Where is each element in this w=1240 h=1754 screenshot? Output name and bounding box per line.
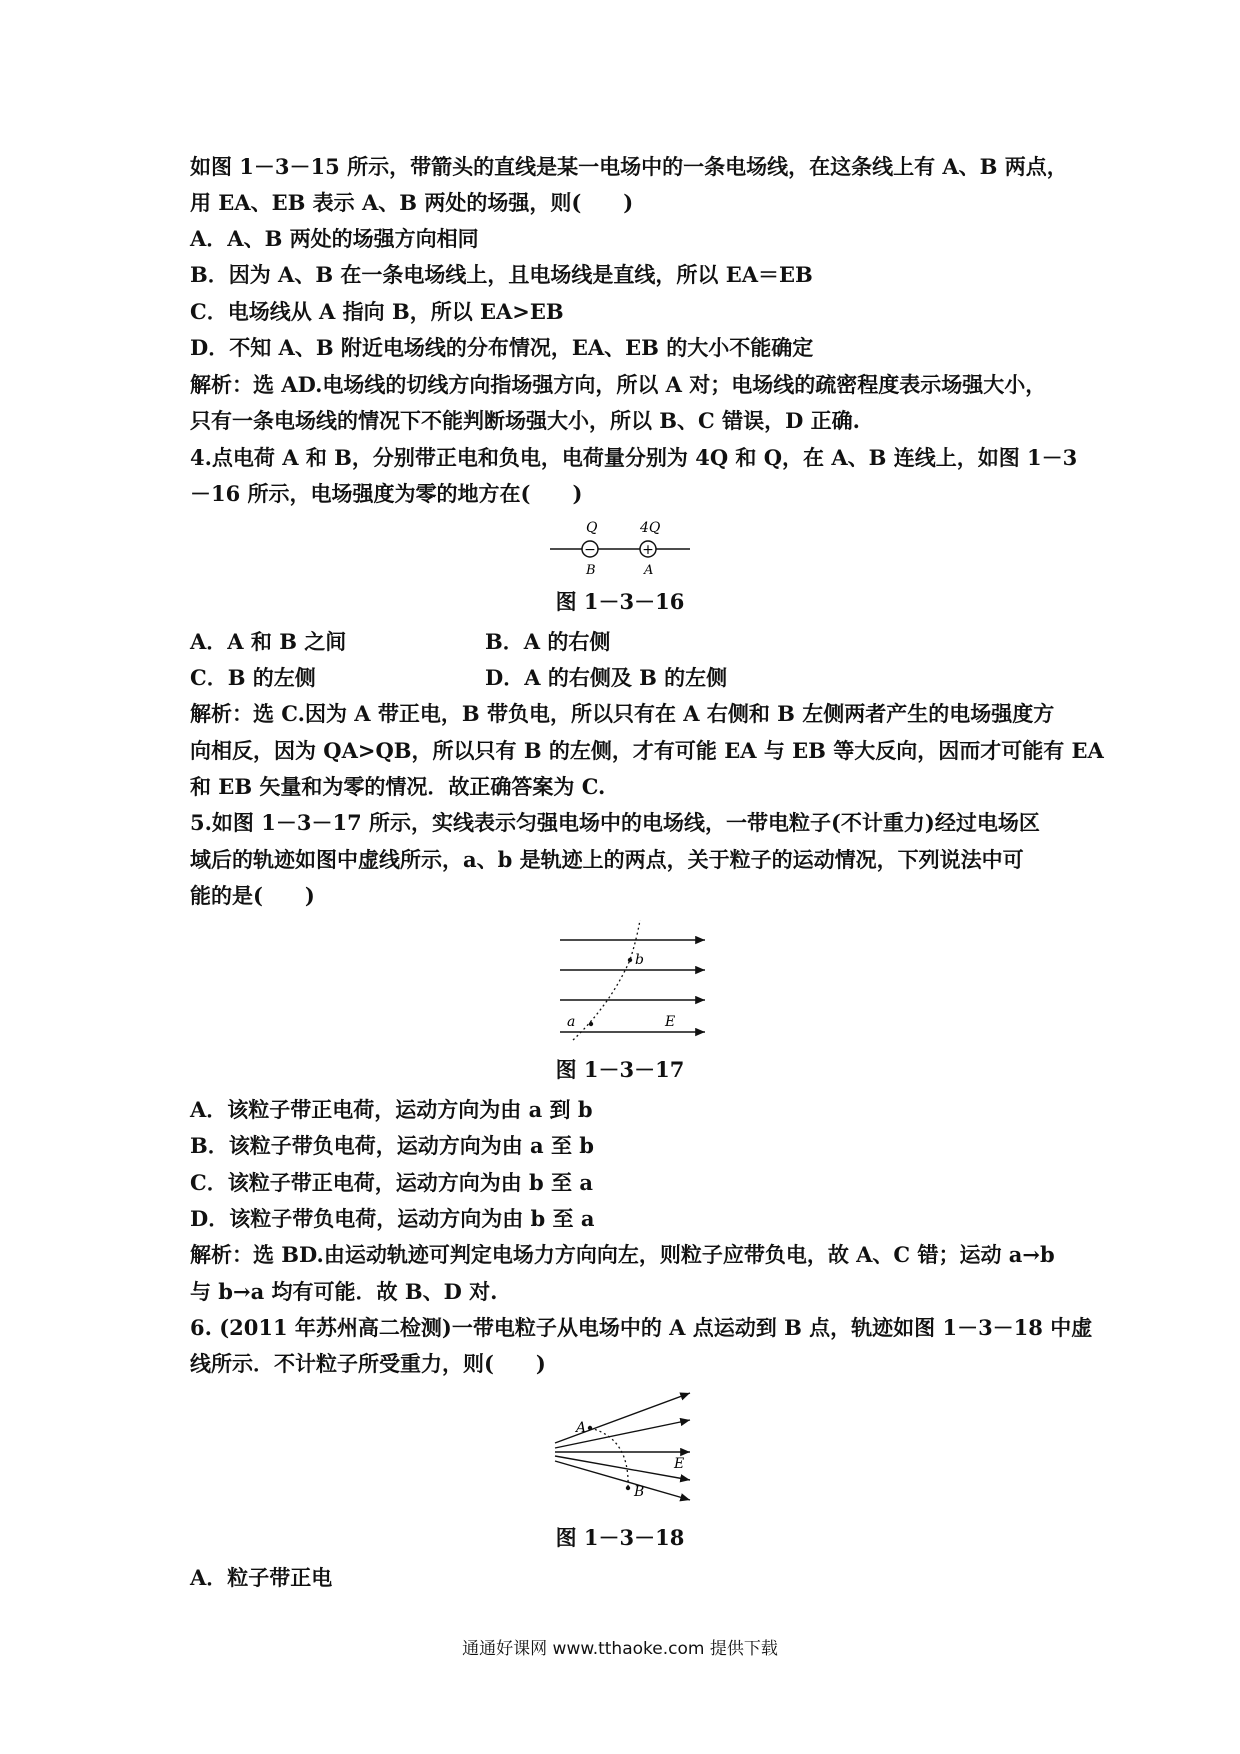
q5-option-c: C．该粒子带正电荷，运动方向为由 b 至 a (190, 1170, 593, 1195)
q5-stem-line-2: 域后的轨迹如图中虚线所示，a、b 是轨迹上的两点，关于粒子的运动情况，下列说法中可 (190, 847, 1024, 872)
fig18-label-e: E (674, 1456, 685, 1472)
fig18-trajectory (590, 1428, 628, 1488)
q4-option-a: A．A 和 B 之间 (190, 629, 347, 654)
q3-option-d: D．不知 A、B 附近电场线的分布情况，EA、EB 的大小不能确定 (190, 335, 814, 360)
q5-option-d: D．该粒子带负电荷，运动方向为由 b 至 a (190, 1206, 595, 1231)
fig17-point-b (628, 958, 632, 962)
fig17-point-a (589, 1022, 593, 1026)
q6-stem-line-1: 6. (2011 年苏州高二检测)一带电粒子从电场中的 A 点运动到 B 点，轨迹如图 1－3－18 中虚 (190, 1315, 1093, 1340)
q6-option-a: A．粒子带正电 (190, 1565, 333, 1590)
fig18-field-line-5 (555, 1461, 690, 1500)
page-footer: 通通好课网 www.tthaoke.com 提供下载 (462, 1639, 778, 1659)
q4-stem-line-2: －16 所示，电场强度为零的地方在( ) (190, 481, 583, 506)
q3-analysis-line-2: 只有一条电场线的情况下不能判断场强大小，所以 B、C 错误，D 正确. (190, 408, 860, 433)
q4-option-b: B．A 的右侧 (485, 629, 611, 654)
q6-stem-line-2: 线所示．不计粒子所受重力，则( ) (190, 1351, 546, 1376)
figure-1-3-16-caption: 图 1－3－16 (555, 589, 685, 614)
fig16-label-b: B (586, 563, 596, 578)
q5-analysis-line-1: 解析：选 BD.由运动轨迹可判定电场力方向向左，则粒子应带负电，故 A、C 错；运动 a→b (190, 1242, 1055, 1267)
q4-analysis-line-3: 和 EB 矢量和为零的情况．故正确答案为 C. (190, 774, 606, 799)
q3-stem-line-2: 用 EA、EB 表示 A、B 两处的场强，则( ) (190, 190, 634, 215)
fig18-label-b: B (634, 1484, 645, 1500)
fig18-point-b (626, 1486, 630, 1490)
fig17-trajectory (573, 920, 640, 1040)
q5-stem-line-3: 能的是( ) (190, 883, 315, 908)
q4-analysis-line-2: 向相反，因为 QA>QB，所以只有 B 的左侧，才有可能 EA 与 EB 等大反向，因而才可能有 EA (190, 738, 1104, 763)
q4-stem-line-1: 4.点电荷 A 和 B，分别带正电和负电，电荷量分别为 4Q 和 Q，在 A、B 连线上，如图 1－3 (190, 445, 1078, 470)
fig16-label-a: A (644, 563, 654, 578)
fig16-label-4q: 4Q (640, 520, 661, 536)
fig17-label-e: E (665, 1014, 676, 1030)
figure-1-3-17 (555, 920, 715, 1045)
figure-1-3-18-caption: 图 1－3－18 (555, 1525, 685, 1550)
fig18-point-a (588, 1426, 592, 1430)
q3-option-c: C．电场线从 A 指向 B，所以 EA>EB (190, 299, 564, 324)
q3-option-a: A．A、B 两处的场强方向相同 (190, 226, 479, 251)
figure-1-3-18 (550, 1388, 700, 1508)
figure-1-3-17-caption: 图 1－3－17 (555, 1057, 685, 1082)
q3-analysis-line-1: 解析：选 AD.电场线的切线方向指场强方向，所以 A 对；电场线的疏密程度表示场强大小， (190, 372, 1047, 397)
q5-option-a: A．该粒子带正电荷，运动方向为由 a 到 b (190, 1097, 593, 1122)
fig16-label-q: Q (586, 520, 598, 536)
fig16-minus-sign: − (584, 542, 596, 558)
q4-analysis-line-1: 解析：选 C.因为 A 带正电，B 带负电，所以只有在 A 右侧和 B 左侧两者产生的电场强度方 (190, 701, 1055, 726)
q4-option-d: D．A 的右侧及 B 的左侧 (485, 665, 728, 690)
fig18-field-line-4 (555, 1456, 690, 1480)
q4-option-c: C．B 的左侧 (190, 665, 316, 690)
q3-option-b: B．因为 A、B 在一条电场线上，且电场线是直线，所以 EA＝EB (190, 262, 813, 287)
q5-option-b: B．该粒子带负电荷，运动方向为由 a 至 b (190, 1133, 594, 1158)
q3-stem-line-1: 如图 1－3－15 所示，带箭头的直线是某一电场中的一条电场线，在这条线上有 A、B 两点， (190, 154, 1068, 179)
q5-stem-line-1: 5.如图 1－3－17 所示，实线表示匀强电场中的电场线，一带电粒子(不计重力)经过电场区 (190, 810, 1040, 835)
fig16-plus-sign: + (642, 542, 654, 558)
fig17-label-a: a (567, 1014, 576, 1030)
fig18-label-a: A (576, 1420, 587, 1436)
figure-1-3-16 (550, 518, 700, 578)
q5-analysis-line-2: 与 b→a 均有可能．故 B、D 对. (190, 1279, 498, 1304)
fig17-label-b: b (635, 952, 644, 968)
